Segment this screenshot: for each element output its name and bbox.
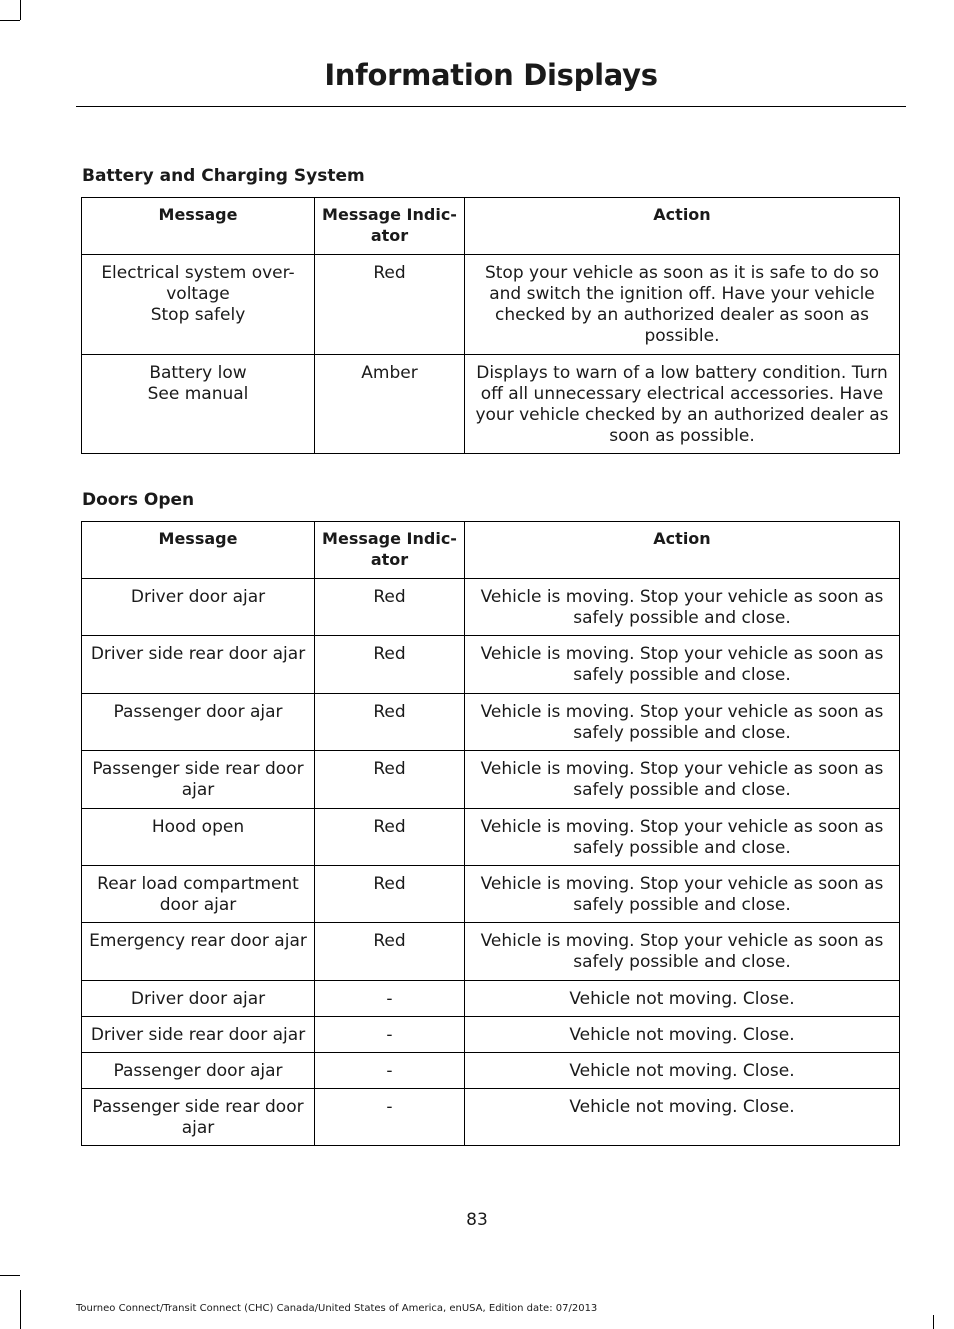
table-row — [82, 579, 900, 636]
message-cell — [82, 694, 315, 751]
indicator-cell: - — [315, 1053, 465, 1089]
message-line: Passenger door ajar — [113, 702, 283, 722]
action-cell: Vehicle not moving. Close. — [465, 981, 900, 1017]
table-row — [82, 1017, 900, 1053]
message-line: Rear load compartment door ajar — [97, 874, 299, 915]
indicator-cell: - — [315, 981, 465, 1017]
table-header — [82, 198, 900, 255]
message-cell — [82, 1017, 315, 1053]
indicator-cell: Red — [315, 751, 465, 809]
section-heading-battery: Battery and Charging System — [82, 166, 365, 186]
table-row — [82, 255, 900, 355]
action-cell: Vehicle is moving. Stop your vehicle as soon as safely possible and close. — [465, 579, 900, 636]
message-cell — [82, 751, 315, 809]
indicator-cell: Amber — [315, 355, 465, 454]
action-cell: Vehicle not moving. Close. — [465, 1053, 900, 1089]
action-cell: Vehicle is moving. Stop your vehicle as soon as safely possible and close. — [465, 694, 900, 751]
action-cell: Vehicle not moving. Close. — [465, 1089, 900, 1146]
action-cell: Vehicle is moving. Stop your vehicle as soon as safely possible and close. — [465, 751, 900, 809]
message-line: Driver side rear door ajar — [90, 644, 306, 664]
table-row — [82, 636, 900, 694]
section-heading-doors: Doors Open — [82, 490, 195, 510]
action-cell: Vehicle is moving. Stop your vehicle as soon as safely possible and close. — [465, 636, 900, 694]
indicator-cell: Red — [315, 923, 465, 981]
message-line: Stop safely — [150, 305, 246, 325]
doors-table — [81, 521, 900, 1146]
column-header-message: Message — [82, 198, 315, 255]
indicator-cell: Red — [315, 866, 465, 923]
crop-mark — [0, 1275, 20, 1276]
crop-mark — [20, 1290, 21, 1329]
crop-mark — [0, 20, 20, 21]
message-cell — [82, 579, 315, 636]
table-row — [82, 751, 900, 809]
message-line: Driver side rear door ajar — [90, 1025, 306, 1045]
action-cell: Vehicle is moving. Stop your vehicle as soon as safely possible and close. — [465, 866, 900, 923]
message-cell — [82, 255, 315, 355]
indicator-cell: - — [315, 1089, 465, 1146]
action-cell: Stop your vehicle as soon as it is safe to do so and switch the ignition off. Have your vehicle checked by an authorized dealer as soon as possible. — [465, 255, 900, 355]
column-header-action: Action — [465, 198, 900, 255]
message-cell — [82, 923, 315, 981]
column-header-message: Message — [82, 522, 315, 579]
message-cell — [82, 355, 315, 454]
message-line: See manual — [147, 384, 249, 404]
column-header-indicator: Message Indic- ator — [315, 198, 465, 255]
action-cell: Vehicle not moving. Close. — [465, 1017, 900, 1053]
crop-mark — [20, 0, 21, 20]
table-header — [82, 522, 900, 579]
edition-footer: Tourneo Connect/Transit Connect (CHC) Canada/United States of America, enUSA, Edition date: 07/2013 — [76, 1303, 598, 1314]
indicator-cell: Red — [315, 809, 465, 866]
message-line: Passenger side rear door ajar — [92, 1097, 304, 1138]
message-line: Battery low — [149, 363, 247, 383]
table-row — [82, 355, 900, 454]
table-row — [82, 866, 900, 923]
message-cell — [82, 809, 315, 866]
message-line: Emergency rear door ajar — [89, 931, 307, 951]
message-cell — [82, 1089, 315, 1146]
message-line: Driver door ajar — [130, 989, 266, 1009]
action-cell: Displays to warn of a low battery condition. Turn off all unnecessary electrical accessories. Have your vehicle checked by an authorized dealer as soon as possible. — [465, 355, 900, 454]
table-row — [82, 981, 900, 1017]
table-row — [82, 809, 900, 866]
column-header-action: Action — [465, 522, 900, 579]
message-cell — [82, 636, 315, 694]
crop-mark — [933, 1315, 934, 1329]
page-title: Information Displays — [324, 58, 658, 92]
action-cell: Vehicle is moving. Stop your vehicle as soon as safely possible and close. — [465, 923, 900, 981]
table-row — [82, 694, 900, 751]
page-number: 83 — [466, 1210, 488, 1230]
title-divider — [76, 106, 906, 107]
indicator-cell: Red — [315, 579, 465, 636]
indicator-cell: Red — [315, 255, 465, 355]
indicator-cell: - — [315, 1017, 465, 1053]
action-cell: Vehicle is moving. Stop your vehicle as soon as safely possible and close. — [465, 809, 900, 866]
message-line: Driver door ajar — [130, 587, 266, 607]
message-line: Passenger door ajar — [113, 1061, 283, 1081]
message-line: Passenger side rear door ajar — [92, 759, 304, 800]
message-line: Electrical system over- — [101, 263, 295, 283]
table-row — [82, 1089, 900, 1146]
table-row — [82, 923, 900, 981]
message-cell — [82, 981, 315, 1017]
table-row — [82, 1053, 900, 1089]
message-cell — [82, 866, 315, 923]
battery-table — [81, 197, 900, 454]
column-header-indicator: Message Indic- ator — [315, 522, 465, 579]
message-line: voltage — [166, 284, 230, 304]
message-line: Hood open — [151, 817, 245, 837]
indicator-cell: Red — [315, 636, 465, 694]
message-cell — [82, 1053, 315, 1089]
indicator-cell: Red — [315, 694, 465, 751]
